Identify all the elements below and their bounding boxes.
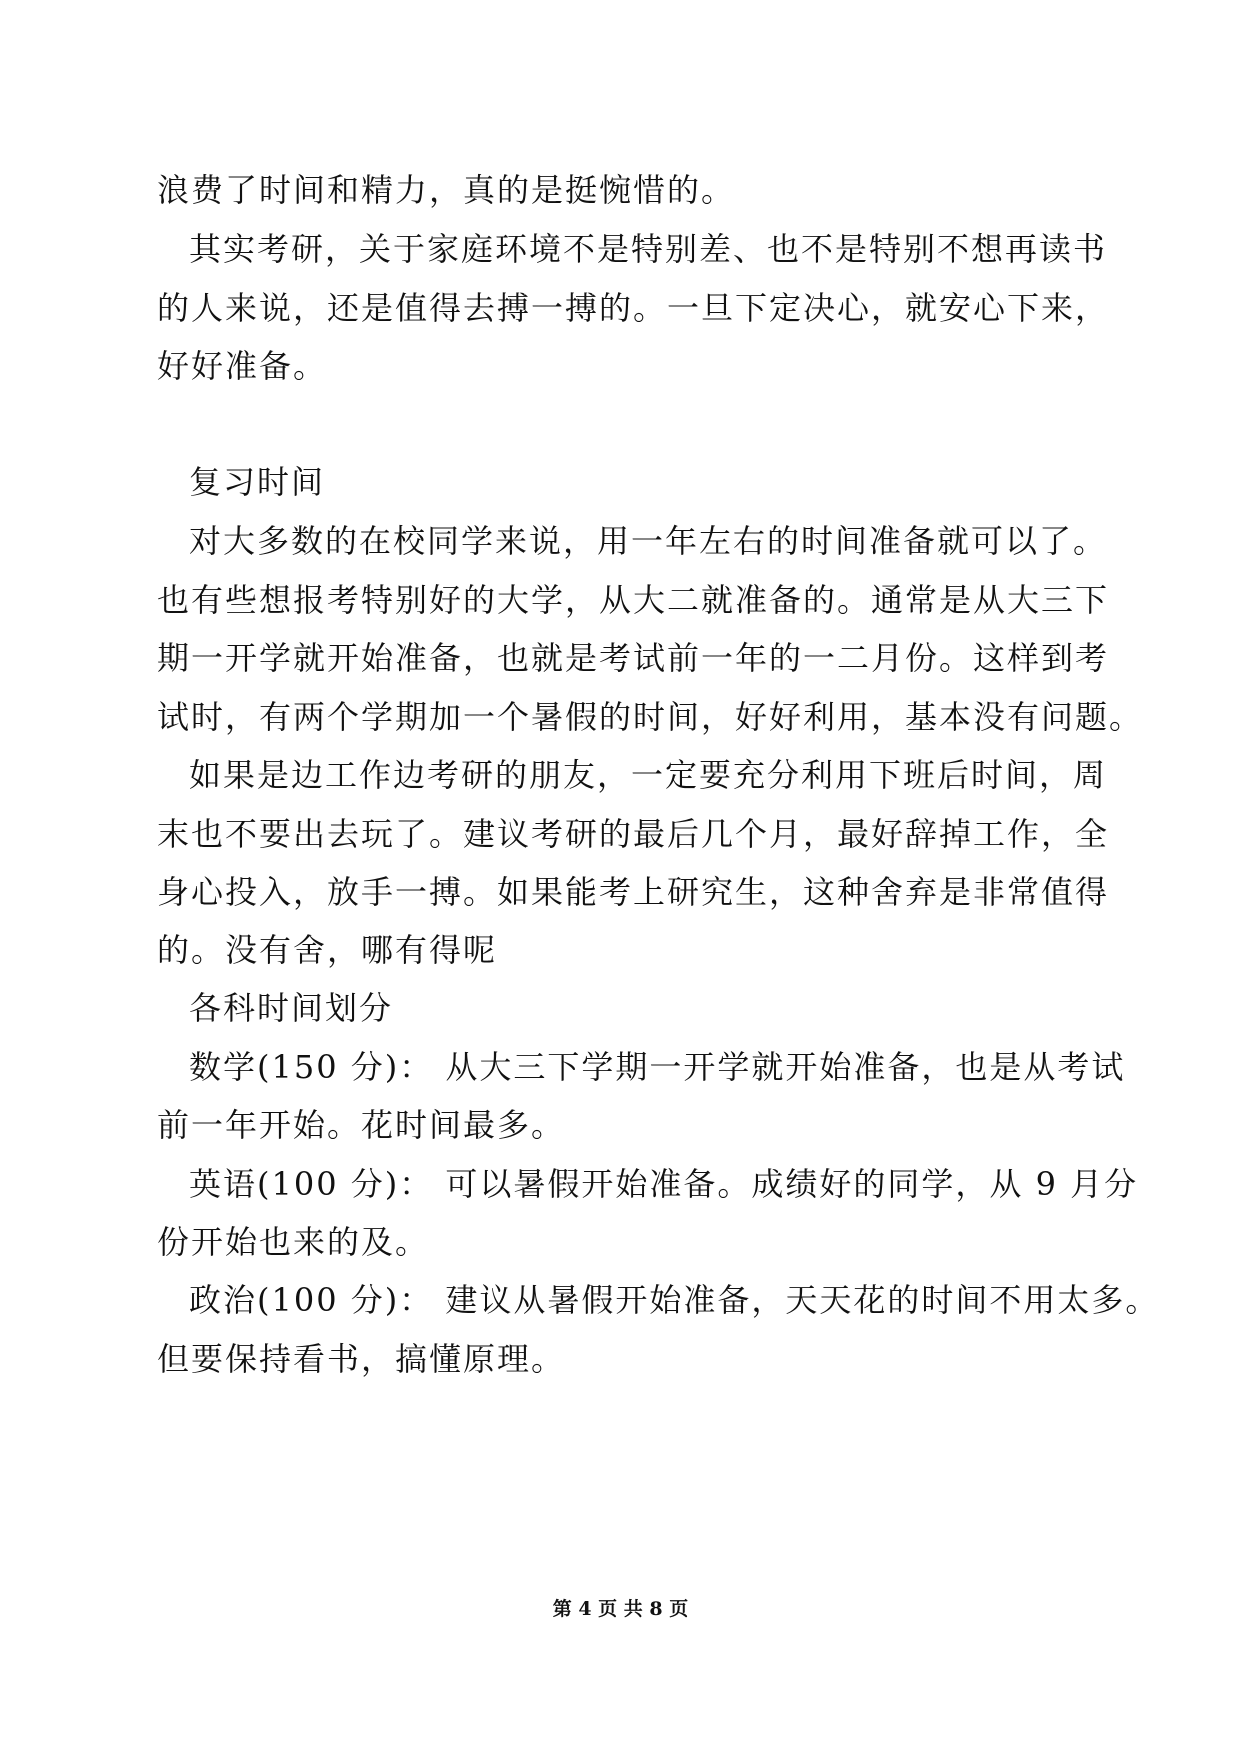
paragraph-line: 也有些想报考特别好的大学，从大二就准备的。通常是从大三下	[157, 581, 1110, 619]
paragraph-line: 前一年开始。花时间最多。	[157, 1106, 566, 1144]
paragraph-line: 其实考研，关于家庭环境不是特别差、也不是特别不想再读书	[189, 230, 1108, 268]
paragraph-line: 末也不要出去玩了。建议考研的最后几个月，最好辞掉工作，全	[157, 815, 1110, 853]
section-heading: 复习时间	[189, 463, 326, 501]
paragraph-line: 的。没有舍，哪有得呢	[157, 931, 498, 969]
paragraph-line: 试时，有两个学期加一个暑假的时间，好好利用，基本没有问题。	[157, 698, 1144, 736]
paragraph-line: 身心投入，放手一搏。如果能考上研究生，这种舍弃是非常值得	[157, 873, 1110, 911]
paragraph-line: 的人来说，还是值得去搏一搏的。一旦下定决心，就安心下来，	[157, 289, 1110, 327]
page-number-footer: 第 4 页 共 8 页	[552, 1598, 689, 1620]
paragraph-line: 数学(150 分)： 从大三下学期一开学就开始准备，也是从考试	[189, 1048, 1126, 1086]
paragraph-line: 英语(100 分)： 可以暑假开始准备。成绩好的同学，从 9 月分	[189, 1165, 1139, 1203]
section-heading: 各科时间划分	[189, 989, 394, 1027]
paragraph-line: 政治(100 分)： 建议从暑假开始准备，天天花的时间不用太多。	[189, 1281, 1160, 1319]
paragraph-line: 对大多数的在校同学来说，用一年左右的时间准备就可以了。	[189, 522, 1108, 560]
paragraph-line: 期一开学就开始准备，也就是考试前一年的一二月份。这样到考	[157, 639, 1110, 677]
paragraph-line: 份开始也来的及。	[157, 1223, 430, 1261]
paragraph-line: 浪费了时间和精力，真的是挺惋惜的。	[157, 171, 736, 209]
paragraph-line: 但要保持看书，搞懂原理。	[157, 1340, 566, 1378]
paragraph-line: 好好准备。	[157, 347, 328, 385]
paragraph-line: 如果是边工作边考研的朋友，一定要充分利用下班后时间，周	[189, 756, 1108, 794]
